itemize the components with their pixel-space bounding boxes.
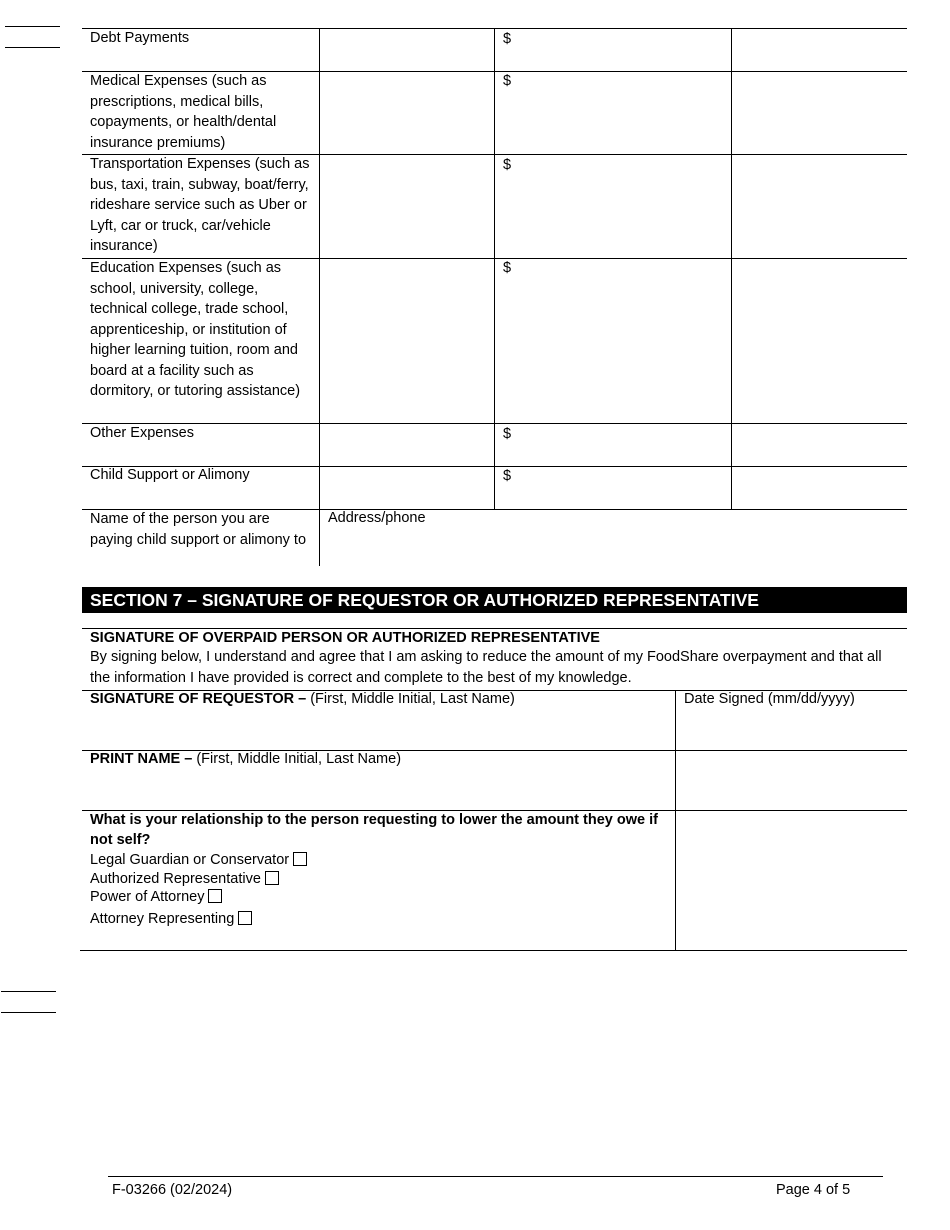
signature-statement: By signing below, I understand and agree that I am asking to reduce the amount of my FoodShare overpayment and that all the information I have provided is correct and complete to the best of my knowledge. [90, 649, 882, 686]
expense-frequency-field[interactable] [732, 155, 907, 258]
currency-symbol: $ [503, 157, 512, 173]
expense-detail-field[interactable] [320, 72, 493, 154]
margin-mark [1, 991, 56, 992]
expense-frequency-field[interactable] [732, 424, 907, 466]
relationship-option [90, 888, 222, 906]
relationship-option-label: Legal Guardian or Conservator [90, 852, 290, 868]
relationship-option-label: Power of Attorney [90, 889, 205, 905]
print-name-label-rest: (First, Middle Initial, Last Name) [192, 751, 402, 767]
expense-frequency-field[interactable] [732, 259, 907, 423]
expense-amount-field[interactable] [515, 29, 730, 71]
expense-label: Education Expenses (such as school, university, college, technical college, trade school, apprenticeship, or institution of higher learning tuition, room and board at a facility such as dormitory, or tutoring assistance) [90, 260, 301, 399]
child-support-name-label: Name of the person you are paying child support or alimony to [90, 511, 307, 548]
expense-amount-field[interactable] [515, 155, 730, 258]
margin-mark [1, 1012, 56, 1013]
expense-amount-field[interactable] [515, 259, 730, 423]
currency-symbol: $ [503, 260, 512, 276]
signature-label-bold: SIGNATURE OF REQUESTOR – [90, 691, 307, 707]
attorney-representing-checkbox[interactable] [238, 911, 252, 925]
expense-detail-field[interactable] [320, 424, 493, 466]
expense-label: Medical Expenses (such as prescriptions, medical bills, copayments, or health/dental insurance premiums) [90, 73, 277, 151]
currency-symbol: $ [503, 426, 512, 442]
margin-mark [5, 47, 60, 48]
expense-detail-field[interactable] [320, 155, 493, 258]
table-rule [80, 950, 907, 951]
expense-frequency-field[interactable] [732, 29, 907, 71]
expense-amount-field[interactable] [515, 424, 730, 466]
margin-mark [5, 26, 60, 27]
date-signed-field[interactable] [677, 711, 907, 749]
expense-label: Child Support or Alimony [90, 467, 250, 483]
section-7-heading: SECTION 7 – SIGNATURE OF REQUESTOR OR AUTHORIZED REPRESENTATIVE [82, 587, 907, 613]
expense-label: Other Expenses [90, 425, 194, 441]
signature-label [90, 689, 515, 709]
print-name-field[interactable] [83, 771, 673, 809]
relationship-side-field[interactable] [677, 811, 907, 949]
relationship-question: What is your relationship to the person requesting to lower the amount they owe if not self? [90, 812, 658, 848]
relationship-option [90, 910, 252, 928]
date-signed-label: Date Signed (mm/dd/yyyy) [684, 691, 855, 707]
expense-detail-field[interactable] [320, 467, 493, 509]
print-name-label-bold: PRINT NAME – [90, 751, 193, 767]
expense-detail-field[interactable] [320, 259, 493, 423]
currency-symbol: $ [503, 73, 512, 89]
expense-frequency-field[interactable] [732, 72, 907, 154]
form-number: F-03266 (02/2024) [112, 1182, 233, 1198]
relationship-option-label: Attorney Representing [90, 911, 235, 927]
currency-symbol: $ [503, 468, 512, 484]
address-phone-label: Address/phone [328, 510, 426, 526]
expense-label: Transportation Expenses (such as bus, taxi, train, subway, boat/ferry, rideshare service such as Uber or Lyft, car or truck, car/vehicle insurance) [90, 156, 310, 254]
signature-subheading: SIGNATURE OF OVERPAID PERSON OR AUTHORIZED REPRESENTATIVE [90, 630, 600, 646]
expense-amount-field[interactable] [515, 72, 730, 154]
signature-label-rest: (First, Middle Initial, Last Name) [306, 691, 515, 707]
table-rule [494, 28, 495, 509]
expense-detail-field[interactable] [320, 29, 493, 71]
print-name-label [90, 749, 401, 769]
relationship-option [90, 870, 279, 888]
expense-frequency-field[interactable] [732, 467, 907, 509]
page-number: Page 4 of 5 [776, 1182, 851, 1198]
signature-field[interactable] [83, 711, 673, 749]
relationship-option-label: Authorized Representative [90, 871, 261, 887]
table-rule [675, 690, 676, 950]
print-name-side-field[interactable] [677, 751, 907, 809]
power-of-attorney-checkbox[interactable] [208, 889, 222, 903]
relationship-option [90, 851, 307, 869]
legal-guardian-checkbox[interactable] [293, 852, 307, 866]
expense-label: Debt Payments [90, 30, 190, 46]
footer-rule [108, 1176, 883, 1177]
currency-symbol: $ [503, 31, 512, 47]
expense-amount-field[interactable] [515, 467, 730, 509]
authorized-representative-checkbox[interactable] [265, 871, 279, 885]
